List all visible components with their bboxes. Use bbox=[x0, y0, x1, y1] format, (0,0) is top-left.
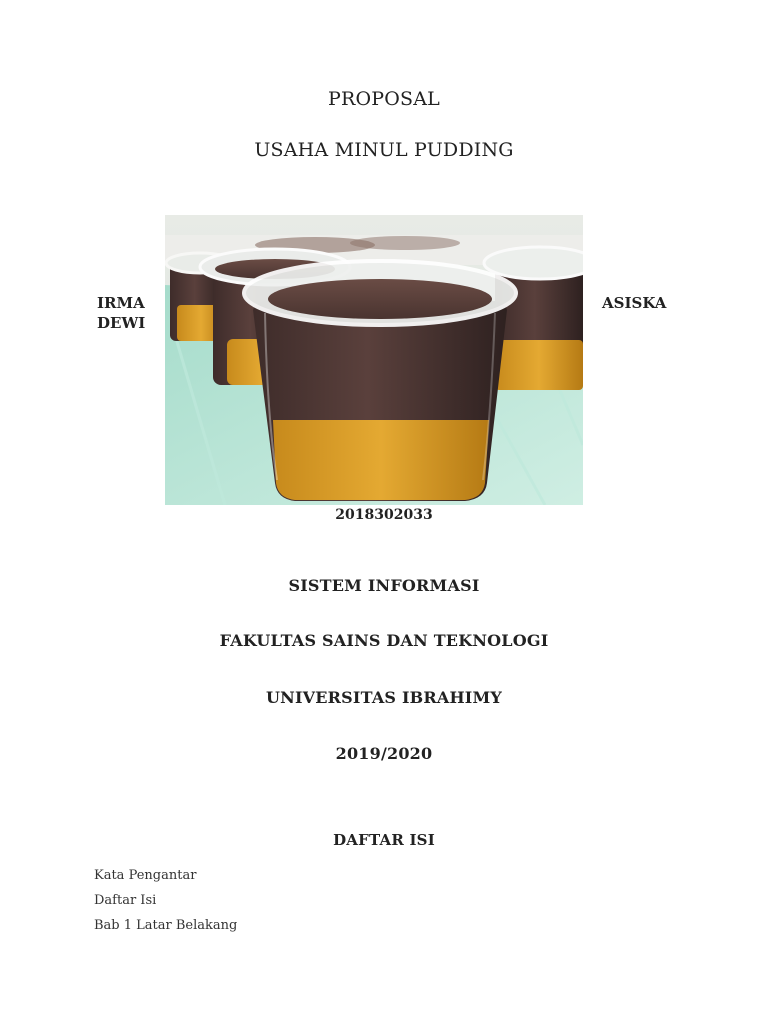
document-type: PROPOSAL bbox=[328, 88, 440, 110]
proposal-title: USAHA MINUL PUDDING bbox=[254, 139, 514, 161]
author-left-second: DEWI bbox=[97, 314, 146, 332]
faculty-name: FAKULTAS SAINS DAN TEKNOLOGI bbox=[219, 631, 549, 650]
author-left bbox=[97, 293, 157, 333]
academic-year: 2019/2020 bbox=[335, 744, 433, 763]
student-id: 2018302033 bbox=[335, 507, 433, 523]
toc-heading: DAFTAR ISI bbox=[333, 831, 435, 849]
toc-item-bab-1: Bab 1 Latar Belakang bbox=[94, 918, 238, 933]
toc-item-kata-pengantar: Kata Pengantar bbox=[94, 868, 197, 883]
author-left-first: IRMA bbox=[97, 294, 145, 312]
university-name: UNIVERSITAS IBRAHIMY bbox=[265, 688, 503, 707]
toc-item-daftar-isi: Daftar Isi bbox=[94, 893, 157, 908]
study-program: SISTEM INFORMASI bbox=[288, 576, 480, 595]
pudding-cups-photo bbox=[165, 215, 583, 505]
author-right: ASISKA bbox=[602, 294, 667, 312]
